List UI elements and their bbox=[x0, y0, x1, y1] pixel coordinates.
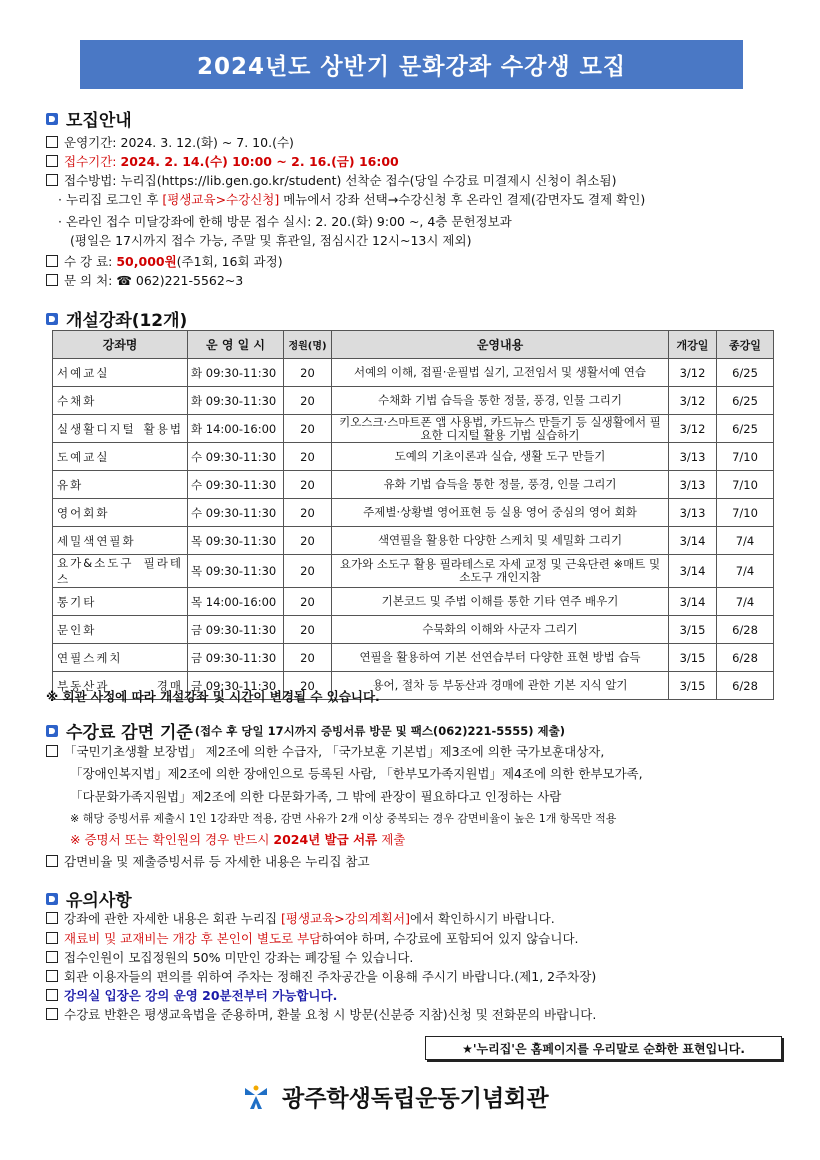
course-description: 기본코드 및 주법 이해를 통한 기타 연주 배우기 bbox=[332, 588, 669, 616]
text: 수강료 반환은 평생교육법을 준용하며, 환불 요청 시 방문(신분증 지참)신청 및 전화문의 바랍니다. bbox=[64, 1007, 597, 1022]
course-name: 세밀색연필화 bbox=[53, 527, 188, 555]
course-start-date: 3/15 bbox=[669, 644, 717, 672]
checkbox-icon bbox=[46, 255, 58, 267]
col-header-content: 운영내용 bbox=[332, 331, 669, 359]
heading-subtext: (접수 후 당일 17시까지 증빙서류 방문 및 팩스(062)221-5555) 제출) bbox=[194, 723, 565, 738]
table-row bbox=[53, 527, 774, 555]
table-row bbox=[53, 644, 774, 672]
course-capacity: 20 bbox=[284, 387, 332, 415]
method-bullet-online bbox=[58, 191, 645, 209]
course-capacity: 20 bbox=[284, 443, 332, 471]
course-schedule: 금 09:30-11:30 bbox=[188, 644, 284, 672]
course-end-date: 6/25 bbox=[717, 359, 774, 387]
operation-period bbox=[46, 134, 294, 152]
course-end-date: 7/4 bbox=[717, 588, 774, 616]
course-change-note: ※ 회관 사정에 따라 개설강좌 및 시간이 변경될 수 있습니다. bbox=[46, 689, 380, 704]
course-capacity: 20 bbox=[284, 644, 332, 672]
table-row bbox=[53, 387, 774, 415]
label: 접수기간: bbox=[64, 154, 121, 169]
section-notices-heading bbox=[46, 886, 132, 911]
value: 문 의 처: ☎ 062)221-5562~3 bbox=[64, 273, 244, 288]
course-schedule: 화 14:00-16:00 bbox=[188, 415, 284, 443]
course-capacity: 20 bbox=[284, 359, 332, 387]
value: 접수방법: 누리집(https://lib.gen.go.kr/student) 선착순 접수(당일 수강료 미결제시 신청이 취소됨) bbox=[64, 173, 617, 188]
text: 에서 확인하시기 바랍니다. bbox=[409, 911, 555, 926]
course-description: 수묵화의 이해와 사군자 그리기 bbox=[332, 616, 669, 644]
course-name: 통기타 bbox=[53, 588, 188, 616]
course-start-date: 3/12 bbox=[669, 387, 717, 415]
checkbox-icon bbox=[46, 274, 58, 286]
table-header-row bbox=[53, 331, 774, 359]
course-name: 문인화 bbox=[53, 616, 188, 644]
course-end-date: 6/28 bbox=[717, 644, 774, 672]
course-schedule: 화 09:30-11:30 bbox=[188, 359, 284, 387]
course-description: 연필을 활용하여 기본 선연습부터 다양한 표현 방법 습득 bbox=[332, 644, 669, 672]
course-end-date: 6/25 bbox=[717, 387, 774, 415]
col-header-capacity: 정원(명) bbox=[284, 331, 332, 359]
course-name: 서예교실 bbox=[53, 359, 188, 387]
heading-text: 수강료 감면 기준 bbox=[66, 723, 193, 743]
notice-6 bbox=[46, 1006, 596, 1024]
course-capacity: 20 bbox=[284, 672, 332, 700]
checkbox-icon bbox=[46, 951, 58, 963]
section-recruitment-heading bbox=[46, 106, 132, 131]
course-end-date: 7/10 bbox=[717, 471, 774, 499]
text: 회관 이용자들의 편의를 위하여 주차는 정해진 주차공간을 이용해 주시기 바랍니다.(제1, 2주차장) bbox=[64, 969, 597, 984]
course-schedule: 목 09:30-11:30 bbox=[188, 527, 284, 555]
course-capacity: 20 bbox=[284, 527, 332, 555]
course-description: 수채화 기법 습득을 통한 정물, 풍경, 인물 그리기 bbox=[332, 387, 669, 415]
label: 수 강 료: bbox=[64, 254, 117, 269]
table-row bbox=[53, 415, 774, 443]
course-end-date: 7/10 bbox=[717, 443, 774, 471]
course-end-date: 6/28 bbox=[717, 616, 774, 644]
checkbox-icon bbox=[46, 970, 58, 982]
course-capacity: 20 bbox=[284, 588, 332, 616]
table-row bbox=[53, 359, 774, 387]
course-start-date: 3/15 bbox=[669, 616, 717, 644]
course-description: 유화 기법 습득을 통한 정물, 풍경, 인물 그리기 bbox=[332, 471, 669, 499]
text: 「국민기초생활 보장법」 제2조에 의한 수급자, 「국가보훈 기본법」제3조에 의한 국가보훈대상자, bbox=[64, 744, 605, 759]
course-start-date: 3/12 bbox=[669, 415, 717, 443]
discount-line-2: 「장애인복지법」제2조에 의한 장애인으로 등록된 사람, 「한부모가족지원법」제4조에 의한 한부모가족, bbox=[70, 766, 643, 781]
course-description: 색연필을 활용한 다양한 스케치 및 세밀화 그리기 bbox=[332, 527, 669, 555]
text: 강의실 입장은 강의 운영 20분전부터 가능합니다. bbox=[64, 988, 338, 1003]
checkbox-icon bbox=[46, 989, 58, 1001]
course-description: 키오스크·스마트폰 앱 사용법, 카드뉴스 만들기 등 실생활에서 필요한 디지털 활용 기법 실습하기 bbox=[332, 415, 669, 443]
emphasis: 재료비 및 교재비는 개강 후 본인이 별도로 부담 bbox=[64, 931, 322, 946]
course-schedule: 금 09:30-11:30 bbox=[188, 616, 284, 644]
course-name: 부동산과 경매 bbox=[53, 672, 188, 700]
heading-text: 유의사항 bbox=[66, 891, 132, 911]
organization-name: 광주학생독립운동기념회관 bbox=[282, 1086, 549, 1112]
menu-path: [평생교육>수강신청] bbox=[162, 192, 280, 207]
section-discount-heading bbox=[46, 718, 565, 743]
section-courses-heading bbox=[46, 306, 187, 331]
text: 제출 bbox=[377, 832, 406, 847]
course-description: 요가와 소도구 활용 필라테스로 자세 교정 및 근육단련 ※매트 및 소도구 개인지참 bbox=[332, 555, 669, 588]
heading-text: 모집안내 bbox=[66, 111, 132, 131]
course-start-date: 3/13 bbox=[669, 443, 717, 471]
course-end-date: 7/10 bbox=[717, 499, 774, 527]
col-header-end: 종강일 bbox=[717, 331, 774, 359]
course-name: 요가&소도구 필라테스 bbox=[53, 555, 188, 588]
menu-path: [평생교육>강의계획서] bbox=[281, 911, 410, 926]
table-row bbox=[53, 471, 774, 499]
course-end-date: 7/4 bbox=[717, 555, 774, 588]
text: 하여야 하며, 수강료에 포함되어 있지 않습니다. bbox=[321, 931, 579, 946]
table-row bbox=[53, 588, 774, 616]
section-bullet-icon bbox=[46, 113, 58, 125]
section-bullet-icon bbox=[46, 893, 58, 905]
col-header-start: 개강일 bbox=[669, 331, 717, 359]
table-row bbox=[53, 616, 774, 644]
notice-4 bbox=[46, 968, 596, 986]
course-name: 연필스케치 bbox=[53, 644, 188, 672]
discount-line-4 bbox=[46, 853, 370, 871]
course-start-date: 3/12 bbox=[669, 359, 717, 387]
course-description: 서예의 이해, 접필·운필법 실기, 고전임서 및 생활서예 연습 bbox=[332, 359, 669, 387]
nurijip-note-box: ★'누리집'은 홈페이지를 우리말로 순화한 표현입니다. bbox=[425, 1036, 782, 1060]
course-end-date: 6/25 bbox=[717, 415, 774, 443]
course-capacity: 20 bbox=[284, 415, 332, 443]
heading-text: 개설강좌(12개) bbox=[66, 311, 188, 331]
checkbox-icon bbox=[46, 745, 58, 757]
course-capacity: 20 bbox=[284, 499, 332, 527]
course-schedule: 목 14:00-16:00 bbox=[188, 588, 284, 616]
registration-method bbox=[46, 172, 616, 190]
course-end-date: 7/4 bbox=[717, 527, 774, 555]
course-start-date: 3/15 bbox=[669, 672, 717, 700]
col-header-name: 강좌명 bbox=[53, 331, 188, 359]
label: 운영기간: bbox=[64, 135, 121, 150]
course-start-date: 3/13 bbox=[669, 471, 717, 499]
table-row bbox=[53, 499, 774, 527]
text: 메뉴에서 강좌 선택→수강신청 후 온라인 결제(감면자도 결제 확인) bbox=[279, 192, 646, 207]
course-start-date: 3/14 bbox=[669, 527, 717, 555]
registration-period bbox=[46, 153, 399, 171]
course-start-date: 3/14 bbox=[669, 588, 717, 616]
value: 2024. 3. 12.(화) ~ 7. 10.(수) bbox=[120, 135, 294, 150]
course-schedule: 목 09:30-11:30 bbox=[188, 555, 284, 588]
course-schedule: 금 09:30-11:30 bbox=[188, 672, 284, 700]
course-schedule: 수 09:30-11:30 bbox=[188, 443, 284, 471]
footer-organization bbox=[242, 1080, 549, 1113]
course-capacity: 20 bbox=[284, 616, 332, 644]
course-name: 수채화 bbox=[53, 387, 188, 415]
col-header-schedule: 운 영 일 시 bbox=[188, 331, 284, 359]
checkbox-icon bbox=[46, 912, 58, 924]
course-end-date: 6/28 bbox=[717, 672, 774, 700]
discount-line-1 bbox=[46, 743, 604, 761]
text: 강좌에 관한 자세한 내용은 회관 누리집 bbox=[64, 911, 282, 926]
course-table bbox=[52, 330, 774, 700]
notice-1 bbox=[46, 910, 555, 928]
checkbox-icon bbox=[46, 855, 58, 867]
section-bullet-icon bbox=[46, 725, 58, 737]
discount-note-1: ※ 해당 증빙서류 제출시 1인 1강좌만 적용, 감면 사유가 2개 이상 중복되는 경우 감면비율이 높은 1개 항목만 적용 bbox=[70, 812, 617, 825]
method-bullet-visit: · 온라인 접수 미달강좌에 한해 방문 접수 실시: 2. 20.(화) 9:00 ~, 4층 문헌정보과 bbox=[58, 214, 512, 229]
text: ※ 증명서 또는 확인원의 경우 반드시 bbox=[70, 832, 274, 847]
course-name: 도예교실 bbox=[53, 443, 188, 471]
course-description: 도예의 기초이론과 실습, 생활 도구 만들기 bbox=[332, 443, 669, 471]
course-name: 실생활디지털 활용법 bbox=[53, 415, 188, 443]
course-start-date: 3/13 bbox=[669, 499, 717, 527]
discount-note-2 bbox=[70, 831, 405, 849]
course-description: 용어, 절차 등 부동산과 경매에 관한 기본 지식 알기 bbox=[332, 672, 669, 700]
notice-2 bbox=[46, 930, 579, 948]
course-capacity: 20 bbox=[284, 471, 332, 499]
course-schedule: 수 09:30-11:30 bbox=[188, 499, 284, 527]
checkbox-icon bbox=[46, 136, 58, 148]
text: · 누리집 로그인 후 bbox=[58, 192, 163, 207]
course-schedule: 화 09:30-11:30 bbox=[188, 387, 284, 415]
checkbox-icon bbox=[46, 932, 58, 944]
table-row bbox=[53, 555, 774, 588]
course-name: 영어회화 bbox=[53, 499, 188, 527]
emphasis: 2024년 발급 서류 bbox=[273, 832, 378, 847]
checkbox-icon bbox=[46, 174, 58, 186]
suffix: (주1회, 16회 과정) bbox=[176, 254, 283, 269]
text: 접수인원이 모집정원의 50% 미만인 강좌는 폐강될 수 있습니다. bbox=[64, 950, 414, 965]
checkbox-icon bbox=[46, 1008, 58, 1020]
course-name: 유화 bbox=[53, 471, 188, 499]
method-bullet-visit-note: (평일은 17시까지 접수 가능, 주말 및 휴관일, 점심시간 12시~13시 제외) bbox=[70, 233, 472, 248]
course-capacity: 20 bbox=[284, 555, 332, 588]
course-description: 주제별·상황별 영어표현 등 실용 영어 중심의 영어 회화 bbox=[332, 499, 669, 527]
section-bullet-icon bbox=[46, 313, 58, 325]
course-schedule: 수 09:30-11:30 bbox=[188, 471, 284, 499]
notice-5 bbox=[46, 987, 337, 1005]
table-row bbox=[53, 443, 774, 471]
discount-line-3: 「다문화가족지원법」제2조에 의한 다문화가족, 그 밖에 관장이 필요하다고 인정하는 사람 bbox=[70, 789, 562, 804]
organization-logo-icon bbox=[242, 1083, 270, 1111]
value: 2024. 2. 14.(수) 10:00 ~ 2. 16.(금) 16:00 bbox=[120, 154, 399, 169]
checkbox-icon bbox=[46, 155, 58, 167]
notice-3 bbox=[46, 949, 413, 967]
tuition-fee bbox=[46, 253, 283, 271]
text: 감면비율 및 제출증빙서류 등 자세한 내용은 누리집 참고 bbox=[64, 854, 370, 869]
value: 50,000원 bbox=[116, 254, 177, 269]
contact bbox=[46, 272, 243, 290]
course-start-date: 3/14 bbox=[669, 555, 717, 588]
page-title: 2024년도 상반기 문화강좌 수강생 모집 bbox=[80, 40, 743, 89]
